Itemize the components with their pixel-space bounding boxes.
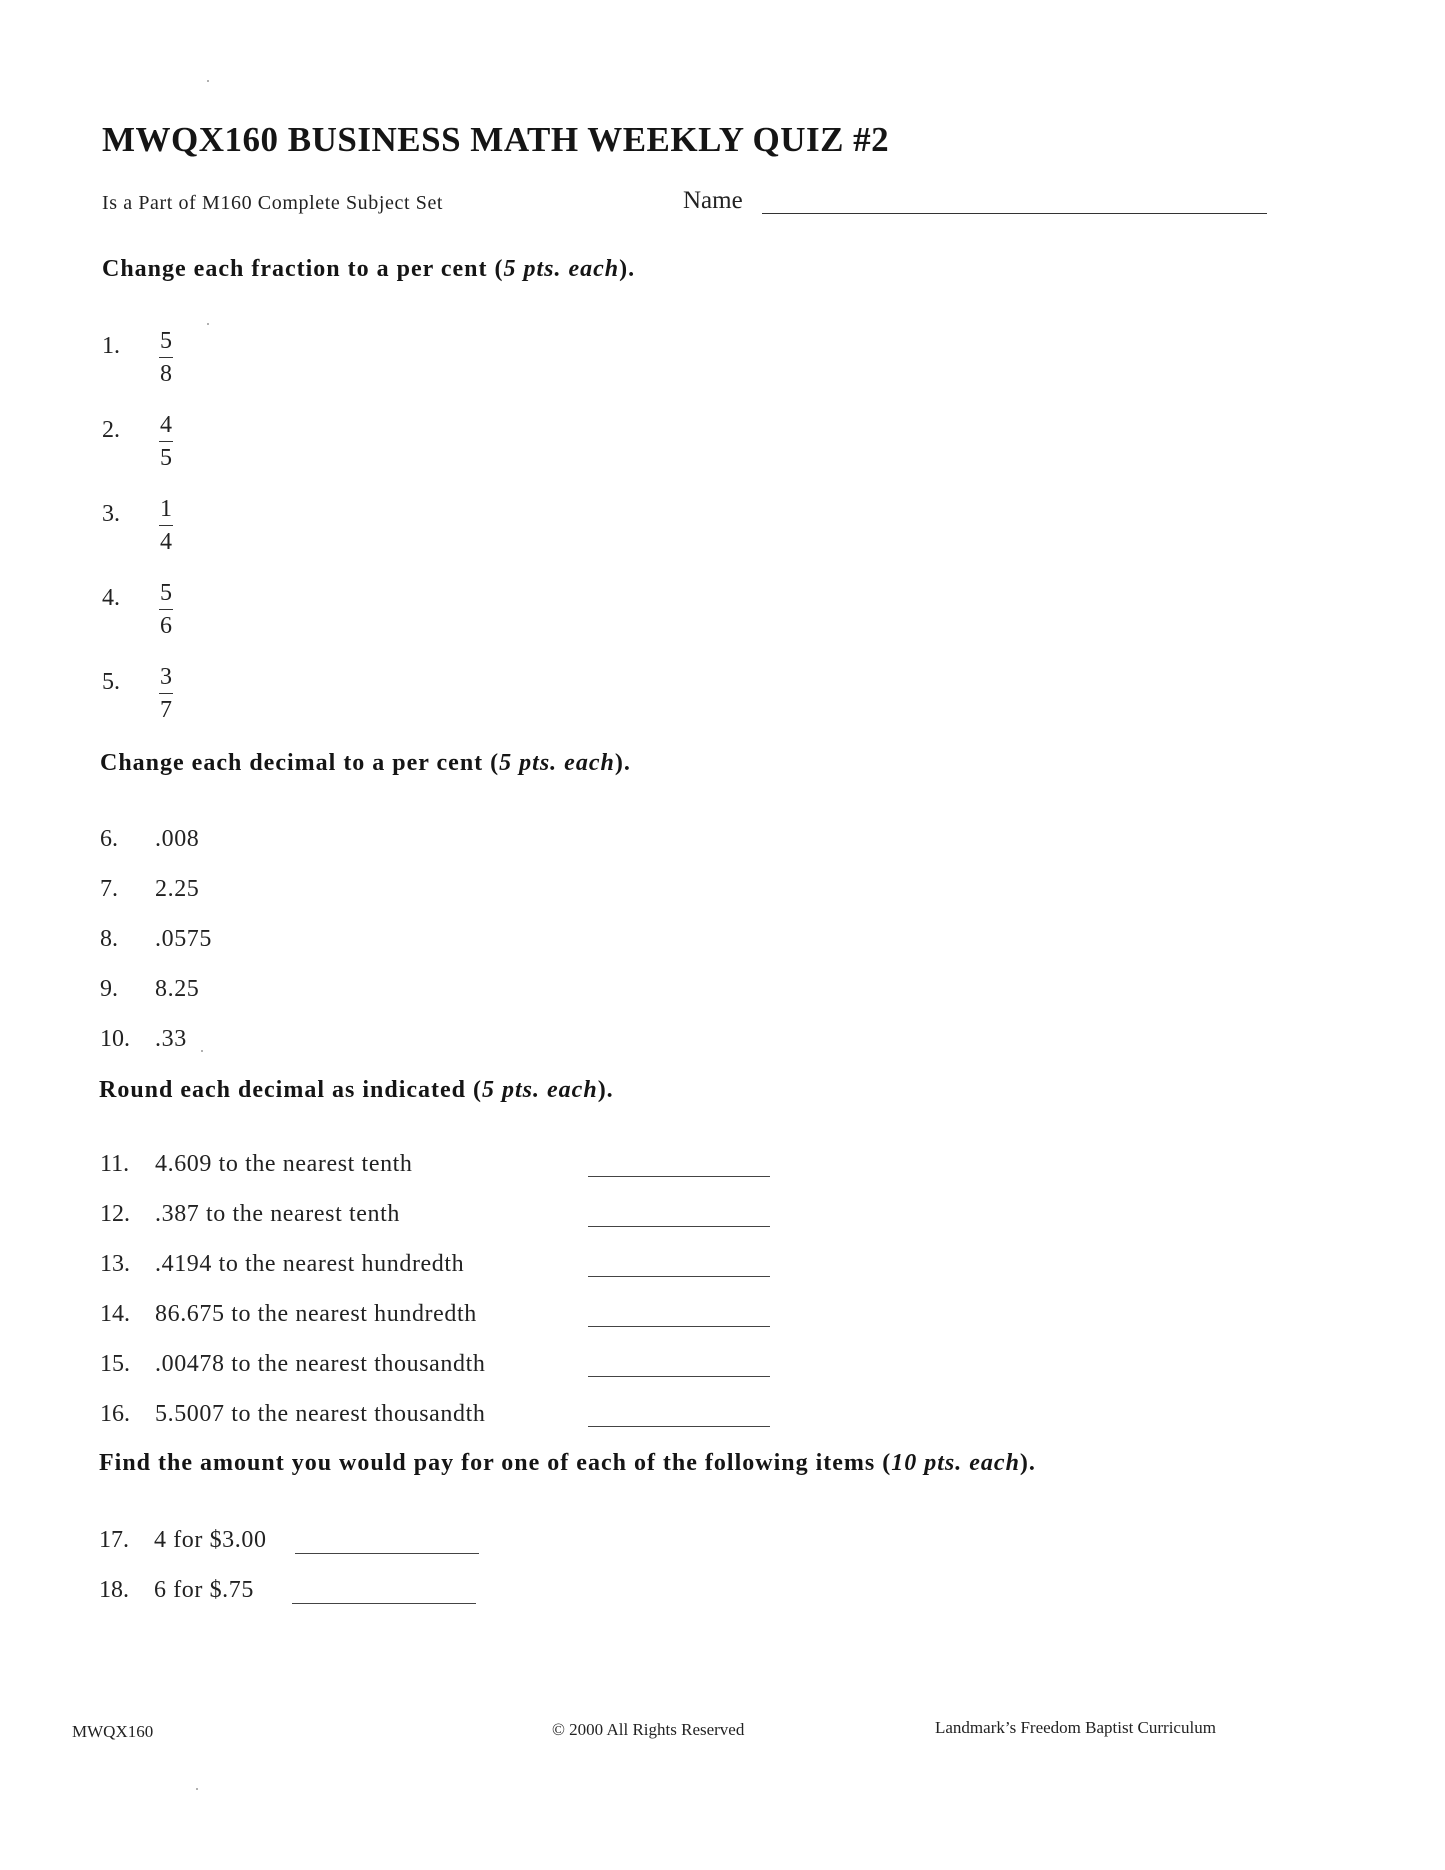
question-number: 3. <box>102 501 120 527</box>
question-number: 7. <box>100 876 118 902</box>
question-number: 5. <box>102 669 120 695</box>
denominator: 8 <box>160 361 172 387</box>
heading-close: ). <box>619 256 636 282</box>
question-text: .00478 to the nearest thousandth <box>155 1351 486 1377</box>
question-text: .0575 <box>155 926 212 952</box>
question-number: 1. <box>102 333 120 359</box>
footer-copyright: © 2000 All Rights Reserved <box>552 1720 745 1739</box>
page-title: MWQX160 BUSINESS MATH WEEKLY QUIZ #2 <box>102 120 890 159</box>
section-heading-unit-price <box>99 1450 1036 1477</box>
question-number: 17. <box>99 1527 129 1553</box>
scan-speck <box>196 1788 198 1790</box>
heading-text: Change each decimal to a per cent ( <box>100 750 500 776</box>
denominator: 6 <box>160 613 172 639</box>
question-text: .33 <box>155 1026 187 1052</box>
question-text: 2.25 <box>155 876 200 902</box>
denominator: 4 <box>160 529 172 555</box>
heading-points: 10 pts. each <box>891 1450 1020 1476</box>
numerator: 4 <box>160 412 172 438</box>
fraction-bar <box>159 357 173 358</box>
question-number: 13. <box>100 1251 130 1277</box>
denominator: 7 <box>160 697 172 723</box>
fraction-bar <box>159 525 173 526</box>
name-label: Name <box>683 187 743 214</box>
answer-blank[interactable] <box>295 1553 479 1554</box>
heading-close: ). <box>1019 1450 1036 1476</box>
question-text: 4.609 to the nearest tenth <box>155 1151 413 1177</box>
question-number: 16. <box>100 1401 130 1427</box>
heading-text: Find the amount you would pay for one of each of the following items ( <box>99 1450 892 1476</box>
fraction-bar <box>159 693 173 694</box>
question-number: 12. <box>100 1201 130 1227</box>
answer-blank[interactable] <box>588 1426 770 1427</box>
fraction <box>154 328 178 387</box>
heading-points: 5 pts. each <box>499 750 615 776</box>
question-text: 8.25 <box>155 976 200 1002</box>
question-text: 5.5007 to the nearest thousandth <box>155 1401 486 1427</box>
heading-points: 5 pts. each <box>482 1077 598 1103</box>
heading-points: 5 pts. each <box>503 256 620 282</box>
question-number: 9. <box>100 976 118 1002</box>
heading-close: ). <box>614 750 631 776</box>
name-field[interactable] <box>762 213 1267 214</box>
question-number: 18. <box>99 1577 129 1603</box>
question-number: 11. <box>100 1151 130 1177</box>
section-heading-fractions <box>102 256 635 283</box>
answer-blank[interactable] <box>588 1276 770 1277</box>
subtitle: Is a Part of M160 Complete Subject Set <box>102 192 444 214</box>
answer-blank[interactable] <box>588 1176 770 1177</box>
footer-code: MWQX160 <box>72 1722 154 1741</box>
section-heading-decimals <box>100 750 631 777</box>
question-text: .008 <box>155 826 200 852</box>
question-text: .4194 to the nearest hundredth <box>155 1251 465 1277</box>
question-text: .387 to the nearest tenth <box>155 1201 400 1227</box>
question-number: 6. <box>100 826 118 852</box>
question-number: 8. <box>100 926 118 952</box>
numerator: 3 <box>160 664 172 690</box>
numerator: 5 <box>160 328 172 354</box>
heading-close: ). <box>597 1077 614 1103</box>
scan-speck <box>207 80 209 82</box>
answer-blank[interactable] <box>292 1603 476 1604</box>
question-text: 4 for $3.00 <box>154 1527 267 1553</box>
numerator: 5 <box>160 580 172 606</box>
fraction <box>154 412 178 471</box>
question-text: 86.675 to the nearest hundredth <box>155 1301 477 1327</box>
footer-publisher: Landmark’s Freedom Baptist Curriculum <box>935 1718 1216 1737</box>
question-number: 15. <box>100 1351 130 1377</box>
question-number: 4. <box>102 585 120 611</box>
denominator: 5 <box>160 445 172 471</box>
question-number: 14. <box>100 1301 130 1327</box>
question-number: 2. <box>102 417 120 443</box>
fraction <box>154 580 178 639</box>
scan-speck <box>201 1050 203 1052</box>
question-number: 10. <box>100 1026 130 1052</box>
answer-blank[interactable] <box>588 1376 770 1377</box>
answer-blank[interactable] <box>588 1326 770 1327</box>
heading-text: Change each fraction to a per cent ( <box>102 256 504 282</box>
section-heading-rounding <box>99 1077 614 1104</box>
heading-text: Round each decimal as indicated ( <box>99 1077 483 1103</box>
fraction-bar <box>159 609 173 610</box>
fraction-bar <box>159 441 173 442</box>
question-text: 6 for $.75 <box>154 1577 254 1603</box>
numerator: 1 <box>160 496 172 522</box>
fraction <box>154 496 178 555</box>
scan-speck <box>207 323 209 325</box>
fraction <box>154 664 178 723</box>
answer-blank[interactable] <box>588 1226 770 1227</box>
